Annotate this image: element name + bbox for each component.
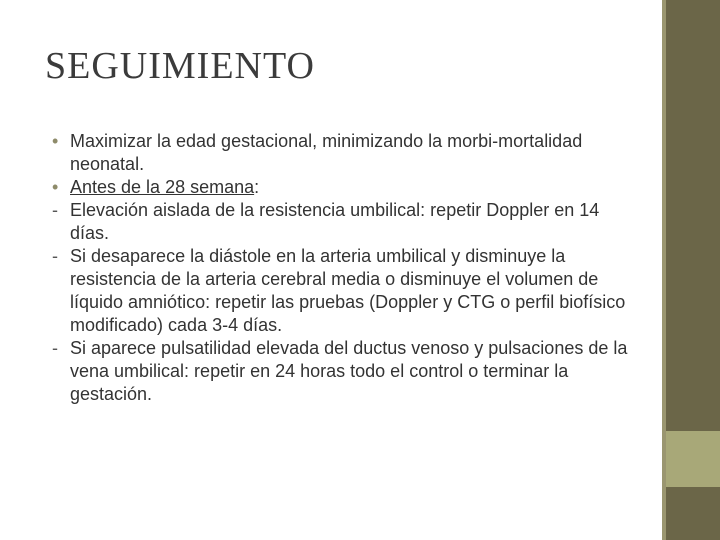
dash-marker: - — [52, 246, 58, 266]
dash-text: Si aparece pulsatilidad elevada del ductus venoso y pulsaciones de la vena umbilical: repetir en 24 horas todo el control o terminar la gestación. — [70, 338, 628, 404]
bullet-text: Maximizar la edad gestacional, minimizando la morbi-mortalidad neonatal. — [70, 131, 583, 174]
bullet-item — [52, 130, 632, 176]
bullet-text-underlined: Antes de la 28 semana — [70, 177, 255, 197]
slide-title: SEGUIMIENTO — [45, 45, 315, 87]
bullet-marker: • — [52, 131, 59, 151]
dash-text: Elevación aislada de la resistencia umbilical: repetir Doppler en 14 días. — [70, 200, 600, 243]
dash-item — [52, 245, 632, 337]
dash-item — [52, 337, 632, 406]
accent-block — [666, 431, 720, 487]
dash-marker: - — [52, 200, 58, 220]
bullet-list — [52, 130, 632, 406]
dash-marker: - — [52, 338, 58, 358]
bullet-marker: • — [52, 177, 59, 197]
bullet-item — [52, 176, 632, 199]
dash-item — [52, 199, 632, 245]
dash-text: Si desaparece la diástole en la arteria umbilical y disminuye la resistencia de la arteria cerebral media o disminuye el volumen de líquido amniótico: repetir las pruebas (Doppler y CTG o perfil biofísico modificado) cada 3-4 días. — [70, 246, 626, 335]
bullet-text-suffix: : — [254, 177, 260, 197]
